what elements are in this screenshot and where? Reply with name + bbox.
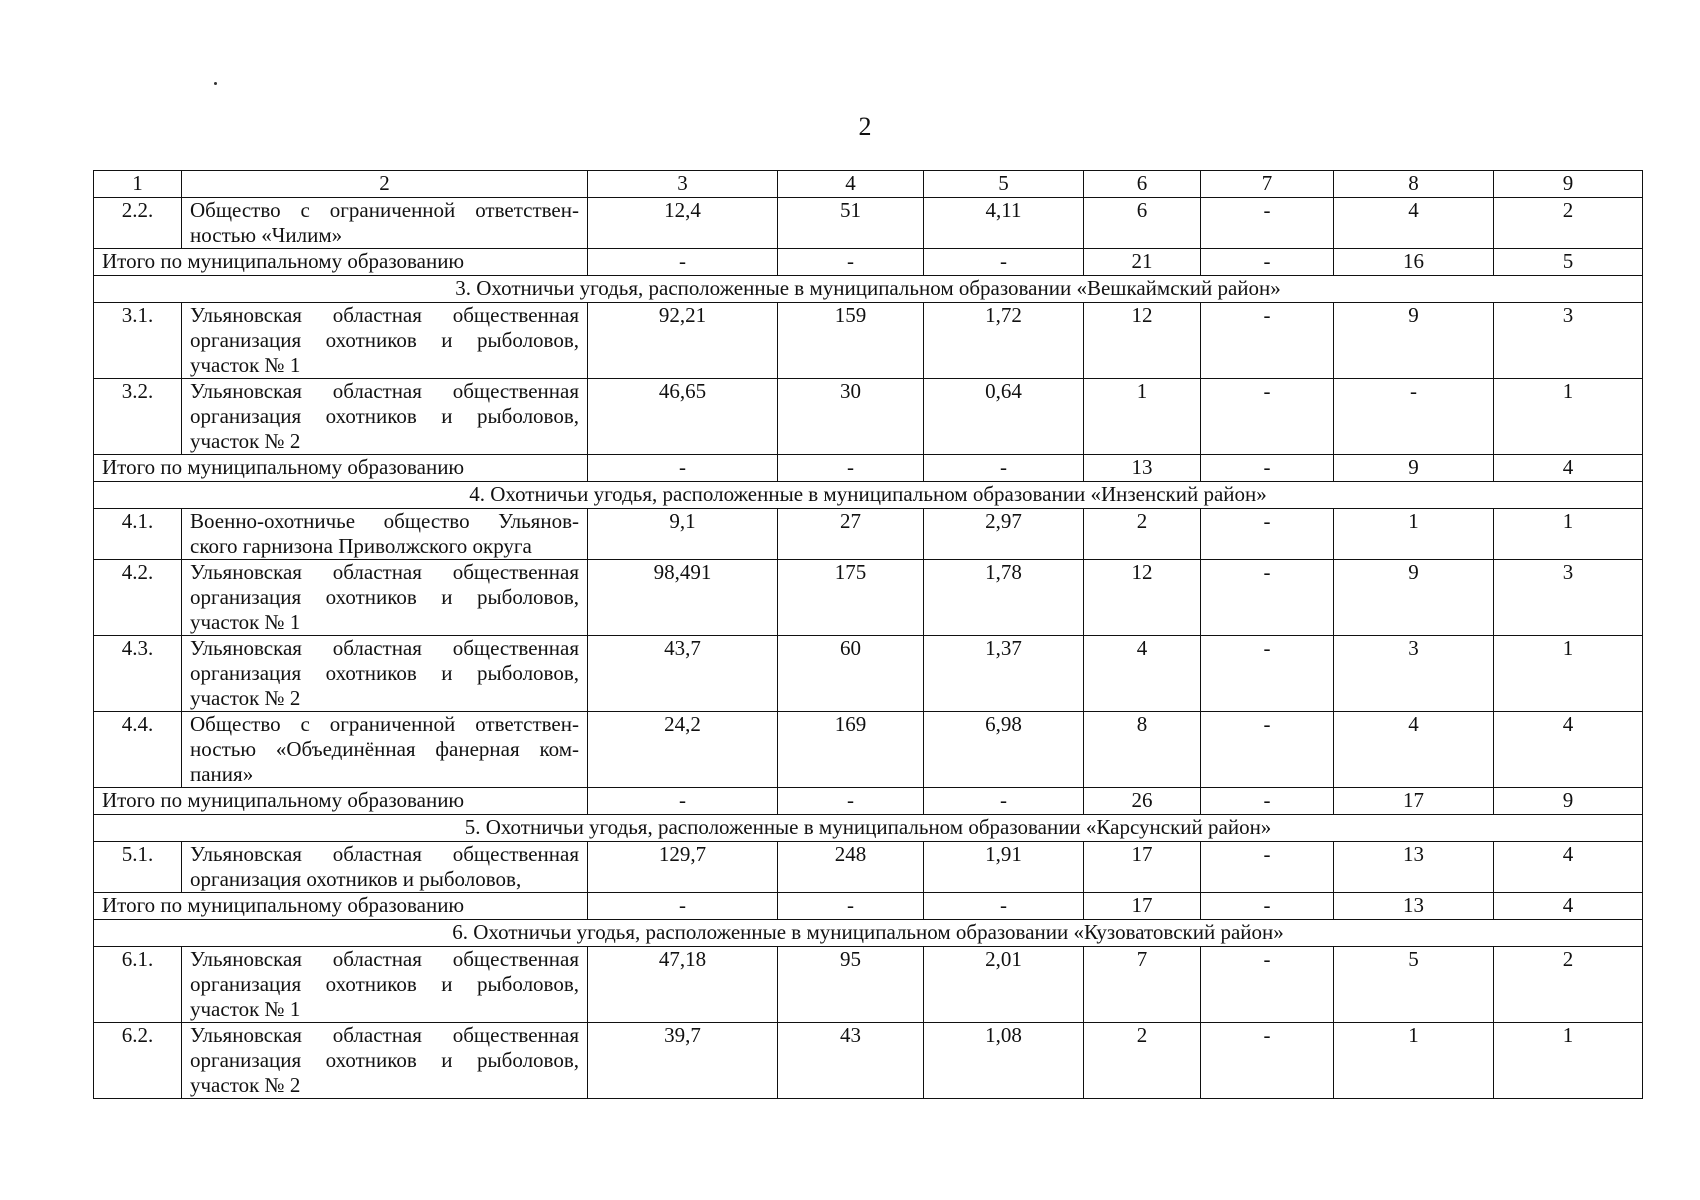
value-cell: 7	[1084, 947, 1201, 1023]
row-number: 4.4.	[94, 712, 182, 788]
row-number: 4.1.	[94, 509, 182, 560]
value-cell: 1	[1494, 636, 1643, 712]
value-cell: 2,97	[924, 509, 1084, 560]
total-value-cell: -	[588, 455, 778, 482]
value-cell: 6,98	[924, 712, 1084, 788]
section-title: 4. Охотничьи угодья, расположенные в муниципальном образовании «Инзенский район»	[94, 482, 1643, 509]
value-cell: 8	[1084, 712, 1201, 788]
value-cell: 1	[1494, 1023, 1643, 1099]
table-body	[94, 171, 1643, 1099]
section-title: 6. Охотничьи угодья, расположенные в муниципальном образовании «Кузоватовский район»	[94, 920, 1643, 947]
value-cell: 12	[1084, 303, 1201, 379]
section-header-row	[94, 815, 1643, 842]
total-value-cell: 17	[1084, 893, 1201, 920]
value-cell: 27	[778, 509, 924, 560]
value-cell: -	[1201, 1023, 1334, 1099]
value-cell: 47,18	[588, 947, 778, 1023]
value-cell: 2	[1494, 198, 1643, 249]
hunting-grounds-table	[93, 170, 1643, 1099]
section-title: 5. Охотничьи угодья, расположенные в муниципальном образовании «Карсунский район»	[94, 815, 1643, 842]
value-cell: -	[1201, 636, 1334, 712]
column-number: 2	[182, 171, 588, 198]
total-value-cell: -	[778, 455, 924, 482]
total-value-cell: 17	[1334, 788, 1494, 815]
value-cell: 169	[778, 712, 924, 788]
organization-name: Общество с ограниченной ответствен-ностью «Объединённая фанерная ком-пания»	[182, 712, 588, 788]
total-label: Итого по муниципальному образованию	[94, 249, 588, 276]
column-number: 5	[924, 171, 1084, 198]
column-number: 6	[1084, 171, 1201, 198]
organization-name: Ульяновская областная общественная организация охотников и рыболовов, участок № 2	[182, 636, 588, 712]
total-value-cell: -	[924, 893, 1084, 920]
value-cell: 30	[778, 379, 924, 455]
section-header-row	[94, 276, 1643, 303]
value-cell: 3	[1494, 303, 1643, 379]
value-cell: 6	[1084, 198, 1201, 249]
total-row	[94, 249, 1643, 276]
total-value-cell: -	[1201, 455, 1334, 482]
value-cell: -	[1201, 560, 1334, 636]
value-cell: 13	[1334, 842, 1494, 893]
total-value-cell: -	[924, 249, 1084, 276]
section-header-row	[94, 482, 1643, 509]
value-cell: 4	[1494, 712, 1643, 788]
value-cell: 0,64	[924, 379, 1084, 455]
total-value-cell: 16	[1334, 249, 1494, 276]
row-number: 2.2.	[94, 198, 182, 249]
value-cell: -	[1201, 198, 1334, 249]
total-row	[94, 455, 1643, 482]
total-value-cell: 5	[1494, 249, 1643, 276]
column-number: 9	[1494, 171, 1643, 198]
total-value-cell: -	[1201, 893, 1334, 920]
value-cell: 1	[1334, 509, 1494, 560]
page-number: 2	[858, 112, 872, 141]
organization-name: Ульяновская областная общественная организация охотников и рыболовов,	[182, 842, 588, 893]
total-value-cell: -	[778, 249, 924, 276]
table-row	[94, 560, 1643, 636]
value-cell: 60	[778, 636, 924, 712]
section-header-row	[94, 920, 1643, 947]
value-cell: -	[1201, 303, 1334, 379]
column-number-row	[94, 171, 1643, 198]
total-row	[94, 893, 1643, 920]
total-value-cell: -	[778, 788, 924, 815]
value-cell: 39,7	[588, 1023, 778, 1099]
value-cell: 1	[1334, 1023, 1494, 1099]
value-cell: 4,11	[924, 198, 1084, 249]
table-row	[94, 509, 1643, 560]
total-label: Итого по муниципальному образованию	[94, 788, 588, 815]
organization-name: Ульяновская областная общественная организация охотников и рыболовов, участок № 1	[182, 947, 588, 1023]
value-cell: 9	[1334, 303, 1494, 379]
total-value-cell: -	[588, 788, 778, 815]
value-cell: 1,72	[924, 303, 1084, 379]
value-cell: 24,2	[588, 712, 778, 788]
value-cell: 1,91	[924, 842, 1084, 893]
value-cell: 4	[1494, 842, 1643, 893]
value-cell: 1,37	[924, 636, 1084, 712]
value-cell: 12	[1084, 560, 1201, 636]
value-cell: 2	[1084, 1023, 1201, 1099]
total-value-cell: 9	[1494, 788, 1643, 815]
total-value-cell: 4	[1494, 455, 1643, 482]
row-number: 3.1.	[94, 303, 182, 379]
organization-name: Ульяновская областная общественная организация охотников и рыболовов, участок № 1	[182, 560, 588, 636]
value-cell: 1	[1494, 379, 1643, 455]
value-cell: 9	[1334, 560, 1494, 636]
value-cell: -	[1201, 712, 1334, 788]
total-value-cell: 13	[1334, 893, 1494, 920]
total-value-cell: 13	[1084, 455, 1201, 482]
organization-name: Ульяновская областная общественная организация охотников и рыболовов, участок № 1	[182, 303, 588, 379]
value-cell: 95	[778, 947, 924, 1023]
section-title: 3. Охотничьи угодья, расположенные в муниципальном образовании «Вешкаймский район»	[94, 276, 1643, 303]
value-cell: 175	[778, 560, 924, 636]
row-number: 4.2.	[94, 560, 182, 636]
value-cell: 3	[1334, 636, 1494, 712]
value-cell: 2,01	[924, 947, 1084, 1023]
value-cell: -	[1201, 947, 1334, 1023]
value-cell: 1	[1084, 379, 1201, 455]
value-cell: 3	[1494, 560, 1643, 636]
value-cell: 92,21	[588, 303, 778, 379]
value-cell: 2	[1494, 947, 1643, 1023]
table-row	[94, 379, 1643, 455]
total-value-cell: -	[924, 788, 1084, 815]
total-value-cell: 26	[1084, 788, 1201, 815]
total-value-cell: 21	[1084, 249, 1201, 276]
value-cell: -	[1334, 379, 1494, 455]
value-cell: 98,491	[588, 560, 778, 636]
column-number: 1	[94, 171, 182, 198]
table-row	[94, 842, 1643, 893]
row-number: 4.3.	[94, 636, 182, 712]
column-number: 4	[778, 171, 924, 198]
total-row	[94, 788, 1643, 815]
total-label: Итого по муниципальному образованию	[94, 455, 588, 482]
total-value-cell: -	[588, 249, 778, 276]
value-cell: 1	[1494, 509, 1643, 560]
organization-name: Военно-охотничье общество Ульянов-ского гарнизона Приволжского округа	[182, 509, 588, 560]
row-number: 5.1.	[94, 842, 182, 893]
column-number: 3	[588, 171, 778, 198]
total-value-cell: -	[778, 893, 924, 920]
total-label: Итого по муниципальному образованию	[94, 893, 588, 920]
row-number: 6.2.	[94, 1023, 182, 1099]
value-cell: 51	[778, 198, 924, 249]
organization-name: Ульяновская областная общественная организация охотников и рыболовов, участок № 2	[182, 1023, 588, 1099]
value-cell: 43,7	[588, 636, 778, 712]
value-cell: 4	[1334, 198, 1494, 249]
value-cell: 12,4	[588, 198, 778, 249]
table-row	[94, 1023, 1643, 1099]
value-cell: 1,08	[924, 1023, 1084, 1099]
table-row	[94, 303, 1643, 379]
column-number: 8	[1334, 171, 1494, 198]
value-cell: 248	[778, 842, 924, 893]
value-cell: 46,65	[588, 379, 778, 455]
total-value-cell: -	[588, 893, 778, 920]
total-value-cell: 4	[1494, 893, 1643, 920]
row-number: 3.2.	[94, 379, 182, 455]
value-cell: 17	[1084, 842, 1201, 893]
value-cell: 129,7	[588, 842, 778, 893]
value-cell: -	[1201, 509, 1334, 560]
organization-name: Ульяновская областная общественная организация охотников и рыболовов, участок № 2	[182, 379, 588, 455]
table-row	[94, 198, 1643, 249]
value-cell: 43	[778, 1023, 924, 1099]
value-cell: 9,1	[588, 509, 778, 560]
value-cell: 5	[1334, 947, 1494, 1023]
value-cell: -	[1201, 842, 1334, 893]
table-row	[94, 636, 1643, 712]
total-value-cell: -	[924, 455, 1084, 482]
total-value-cell: 9	[1334, 455, 1494, 482]
value-cell: 159	[778, 303, 924, 379]
table-row	[94, 947, 1643, 1023]
value-cell: 1,78	[924, 560, 1084, 636]
organization-name: Общество с ограниченной ответствен-ностью «Чилим»	[182, 198, 588, 249]
value-cell: 4	[1084, 636, 1201, 712]
value-cell: -	[1201, 379, 1334, 455]
scan-speck	[214, 82, 217, 85]
value-cell: 2	[1084, 509, 1201, 560]
table-row	[94, 712, 1643, 788]
total-value-cell: -	[1201, 788, 1334, 815]
column-number: 7	[1201, 171, 1334, 198]
row-number: 6.1.	[94, 947, 182, 1023]
total-value-cell: -	[1201, 249, 1334, 276]
value-cell: 4	[1334, 712, 1494, 788]
